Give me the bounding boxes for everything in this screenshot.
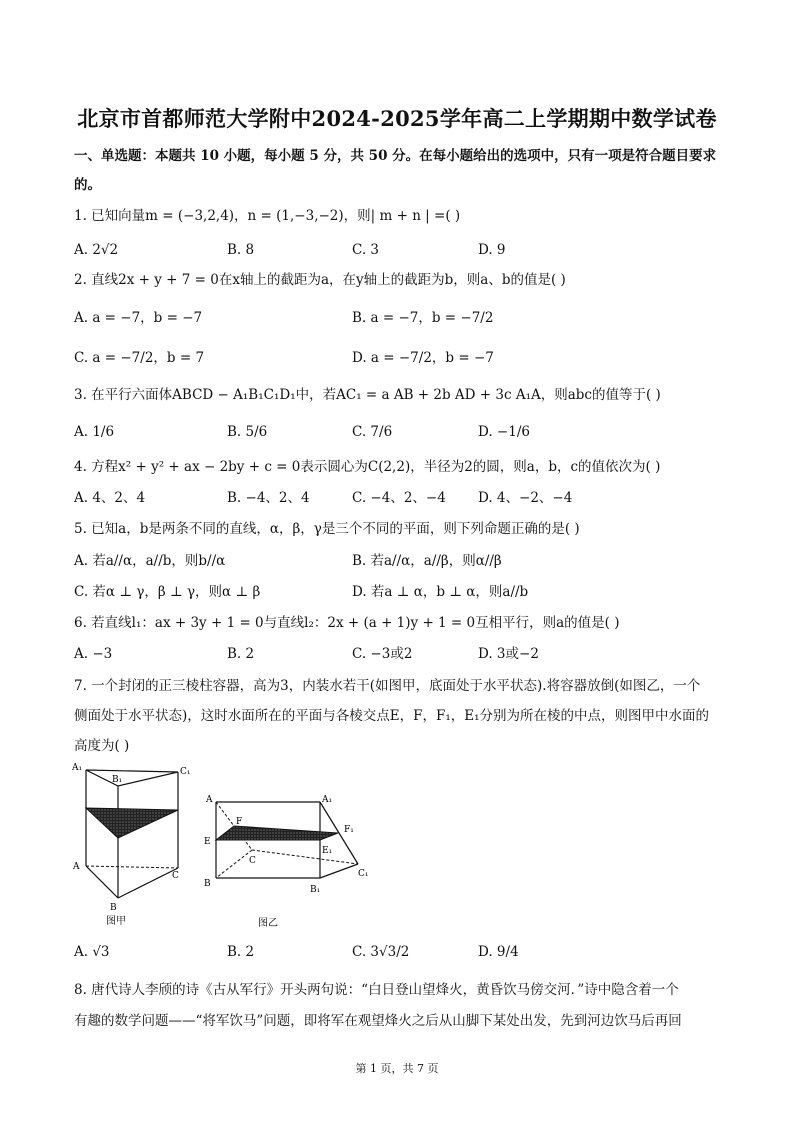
q6-option-b: B. 2 xyxy=(227,646,255,662)
q7-stem-line1: 7. 一个封闭的正三棱柱容器，高为3，内装水若干(如图甲，底面处于水平状态).将容器放倒(如图乙，一个 xyxy=(74,678,701,694)
fig1-label-C1: C₁ xyxy=(180,767,191,777)
q6-option-d: D. 3或−2 xyxy=(478,646,539,662)
q4-option-d: D. 4、−2、−4 xyxy=(478,490,573,506)
fig2-label-E: E xyxy=(204,837,211,847)
q3-option-a: A. 1/6 xyxy=(74,424,115,440)
section-heading-cont: 的。 xyxy=(74,177,101,193)
q5-option-a: A. 若a//α，a//b，则b//α xyxy=(74,553,226,569)
q7-stem-line2: 侧面处于水平状态)，这时水面所在的平面与各棱交点E，F，F₁，E₁分别为所在棱的中点，则图甲中水面的 xyxy=(74,708,710,724)
section-heading: 一、单选题：本题共 10 小题，每小题 5 分，共 50 分。在每小题给出的选项中，只有一项是符合题目要求 xyxy=(74,148,717,164)
fig1-label-A1: A₁ xyxy=(72,763,83,773)
figure-yi xyxy=(200,790,380,930)
fig1-label-B: B xyxy=(110,903,117,913)
q6-stem: 6. 若直线l₁：ax + 3y + 1 = 0与直线l₂：2x + (a + 1)y + 1 = 0互相平行，则a的值是( ) xyxy=(74,615,620,631)
q5-option-d: D. 若a ⊥ α，b ⊥ α，则a//b xyxy=(352,584,529,600)
q1-option-c: C. 3 xyxy=(352,242,380,258)
page-footer: 第 1 页，共 7 页 xyxy=(355,1062,439,1075)
q7-option-d: D. 9/4 xyxy=(478,944,519,960)
q6-option-c: C. −3或2 xyxy=(352,646,413,662)
q1-option-b: B. 8 xyxy=(227,242,255,258)
q4-option-c: C. −4、2、−4 xyxy=(352,490,446,506)
fig1-label-B1: B₁ xyxy=(112,775,123,785)
q8-stem-line2: 有趣的数学问题——“将军饮马”问题，即将军在观望烽火之后从山脚下某处出发，先到河边饮马后再回 xyxy=(74,1013,682,1029)
fig2-label-B: B xyxy=(204,879,211,889)
q7-stem-line3: 高度为( ) xyxy=(74,738,130,754)
q6-option-a: A. −3 xyxy=(74,646,113,662)
fig2-label-A: A xyxy=(206,795,213,805)
fig2-label-F1: F₁ xyxy=(344,825,354,835)
page-title: 北京市首都师范大学附中2024-2025学年高二上学期期中数学试卷 xyxy=(77,106,717,131)
q5-option-b: B. 若a//α，a//β，则α//β xyxy=(352,553,502,569)
water-surface-jia xyxy=(86,808,178,838)
q2-option-a: A. a = −7，b = −7 xyxy=(74,310,203,326)
q4-option-b: B. −4、2、4 xyxy=(227,490,310,506)
fig2-label-F: F xyxy=(236,817,243,827)
q1-option-a: A. 2√2 xyxy=(74,242,119,258)
q5-stem: 5. 已知a，b是两条不同的直线，α，β，γ是三个不同的平面，则下列命题正确的是( ) xyxy=(74,521,580,537)
q1-stem: 1. 已知向量m = (−3,2,4)，n = (1,−3,−2)，则| m + n | =( ) xyxy=(74,208,461,224)
q8-stem-line1: 8. 唐代诗人李颀的诗《古从军行》开头两句说：“白日登山望烽火，黄昏饮马傍交河．”诗中隐含着一个 xyxy=(74,982,679,998)
fig2-label-A1: A₁ xyxy=(322,795,333,805)
q2-option-b: B. a = −7，b = −7/2 xyxy=(352,310,494,326)
q5-option-c: C. 若α ⊥ γ，β ⊥ γ，则α ⊥ β xyxy=(74,584,261,600)
q3-option-b: B. 5/6 xyxy=(227,424,268,440)
fig2-caption: 图乙 xyxy=(258,918,278,929)
q7-option-b: B. 2 xyxy=(227,944,255,960)
q3-option-d: D. −1/6 xyxy=(478,424,530,440)
fig1-label-A: A xyxy=(73,862,80,872)
q4-option-a: A. 4、2、4 xyxy=(74,490,146,506)
fig2-label-E1: E₁ xyxy=(322,846,333,856)
q3-stem: 3. 在平行六面体ABCD − A₁B₁C₁D₁中，若AC₁ = a AB + 2b AD + 3c A₁A，则abc的值等于( ) xyxy=(74,387,661,403)
q2-option-d: D. a = −7/2，b = −7 xyxy=(352,350,494,366)
q2-stem: 2. 直线2x + y + 7 = 0在x轴上的截距为a，在y轴上的截距为b，则a、b的值是( ) xyxy=(74,272,566,288)
q7-option-c: C. 3√3/2 xyxy=(352,944,410,960)
fig2-label-C1: C₁ xyxy=(358,869,369,879)
fig1-caption: 图甲 xyxy=(106,916,126,927)
q3-option-c: C. 7/6 xyxy=(352,424,393,440)
figure-jia xyxy=(68,758,198,933)
q7-option-a: A. √3 xyxy=(74,944,110,960)
q2-option-c: C. a = −7/2，b = 7 xyxy=(74,350,205,366)
fig2-label-C: C xyxy=(249,856,256,866)
q1-option-d: D. 9 xyxy=(478,242,506,258)
fig2-label-B1: B₁ xyxy=(310,885,321,895)
q4-stem: 4. 方程x² + y² + ax − 2by + c = 0表示圆心为C(2,2)，半径为2的圆，则a，b，c的值依次为( ) xyxy=(74,459,661,475)
fig1-label-C: C xyxy=(172,871,179,881)
